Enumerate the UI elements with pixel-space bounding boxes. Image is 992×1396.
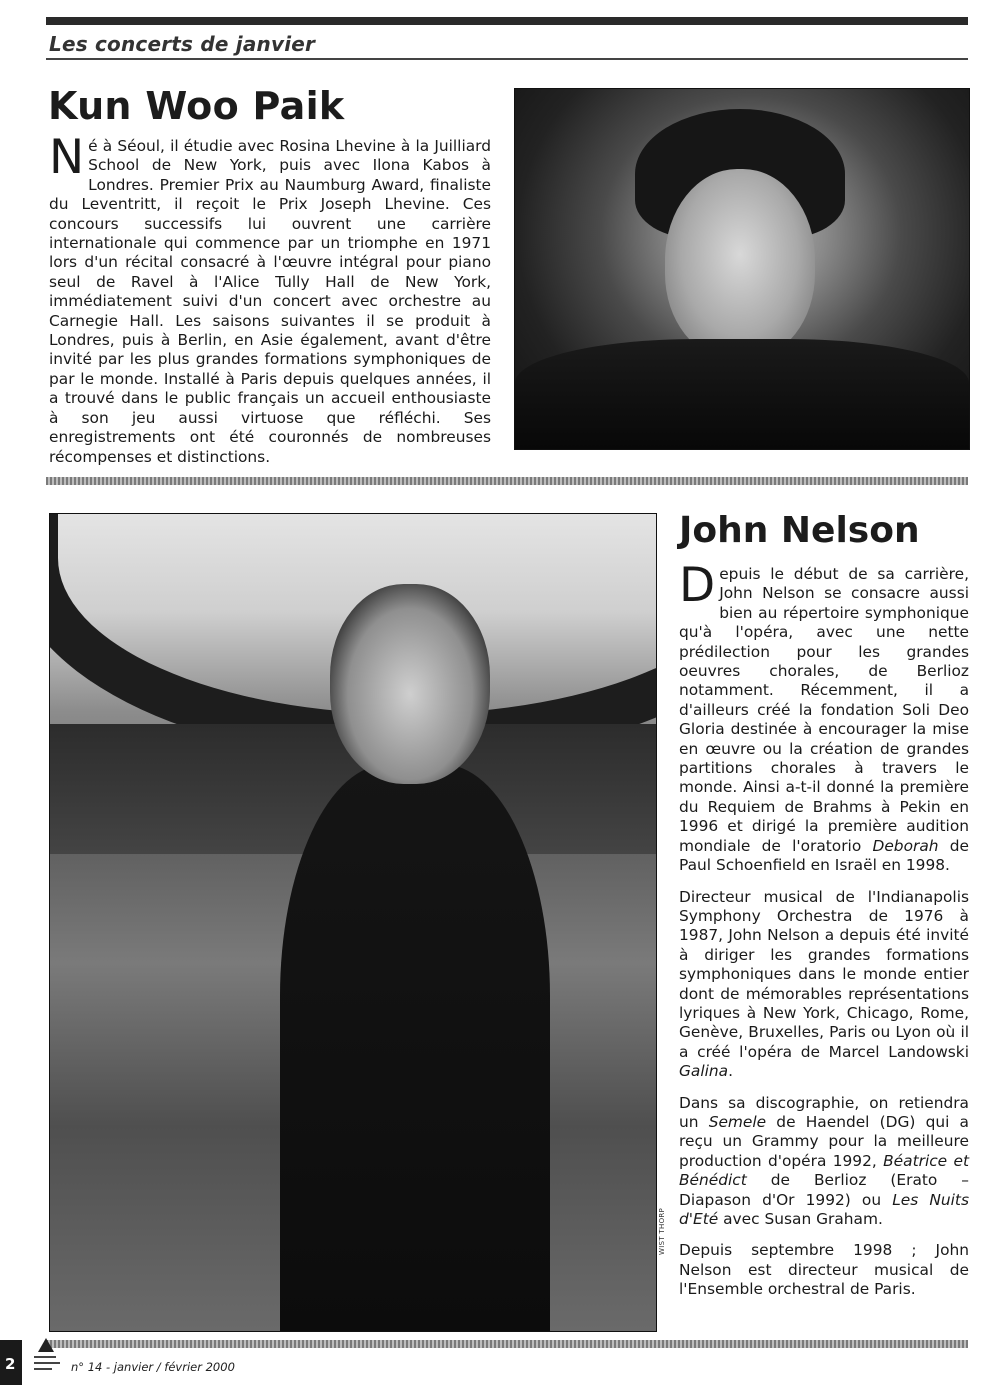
top-rule xyxy=(46,17,968,25)
issue-footer: n° 14 - janvier / février 2000 xyxy=(71,1360,235,1374)
nelson-photo xyxy=(49,513,657,1332)
bottom-divider xyxy=(46,1340,968,1348)
paik-photo-coat xyxy=(515,339,969,449)
paik-bio-text: é à Séoul, il étudie avec Rosina Lhevine à la Juilliard School de New York, puis avec Ilona Kabos à Londres. Premier Prix au Naumburg Award, finaliste du Leventritt, il reçoit le Prix Joseph Lhevine. Ces concours successifs lui ouvrent une carrière internationale qui commence par un triomphe en 1971 lors d'un récital consacré à l'œuvre intégral pour piano seul de Ravel à l'Alice Tully Hall de New York, immédiatement suivi d'un concert avec orchestre au Carnegie Hall. Les saisons suivantes il se produit à Londres, puis à Berlin, en Asie également, avant d'être invité par les plus grandes formations symphoniques de par le monde. Installé à Paris depuis quelques années, il a trouvé dans le public français un accueil enthousiaste à son jeu aussi virtuose que réfléchi. Ses enregistrements ont été couronnés de nombreuses récompenses et distinctions. xyxy=(49,137,491,466)
paik-bio xyxy=(49,130,491,467)
nelson-paragraph-4: Depuis septembre 1998 ; John Nelson est directeur musical de l'Ensemble orchestral de Paris. xyxy=(679,1241,969,1299)
nelson-bio xyxy=(679,558,969,1312)
nelson-photo-body xyxy=(280,764,550,1332)
section-rule xyxy=(46,58,968,60)
section-heading: Les concerts de janvier xyxy=(49,32,316,56)
middle-divider xyxy=(46,477,968,485)
photo-credit: WIST THORP xyxy=(658,1207,666,1255)
nelson-paragraph-3: Dans sa discographie, on retiendra un Semele de Haendel (DG) qui a reçu un Grammy pour la meilleure production d'opéra 1992, Béatrice et Bénédict de Berlioz (Erato – Diapason d'Or 1992) ou Les Nuits d'Eté avec Susan Graham. xyxy=(679,1093,969,1228)
nelson-title: John Nelson xyxy=(679,510,920,551)
logo-tree-icon xyxy=(38,1338,54,1352)
nelson-photo-person xyxy=(280,584,550,1332)
paik-photo xyxy=(514,88,970,450)
paik-photo-face xyxy=(665,169,815,359)
nelson-dropcap: D xyxy=(679,558,716,613)
paik-dropcap: N xyxy=(49,130,85,185)
page-number-tab xyxy=(0,1340,22,1385)
nelson-paragraph-1: Depuis le début de sa carrière, John Nelson se consacre aussi bien au répertoire symphonique qu'à l'opéra, avec une nette prédilection pour les grandes oeuvres chorales, de Berlioz notamment. Récemment, il a d'ailleurs créé la fondation Soli Deo Gloria destinée à encourager la mise en œuvre ou la création de grandes partitions chorales à travers le monde. Ainsi a-t-il donné la première du Requiem de Brahms à Pekin en 1996 et dirigé la première audition mondiale de l'oratorio Deborah de Paul Schoenfield en Israël en 1998. xyxy=(679,558,969,875)
page-number: 2 xyxy=(5,1355,16,1373)
nelson-paragraph-2: Directeur musical de l'Indianapolis Symphony Orchestra de 1976 à 1987, John Nelson a depuis été invité à diriger les grandes formations symphoniques dans le monde entier dont de mémorables représentations lyriques à New York, Chicago, Rome, Genève, Bruxelles, Paris ou Lyon où il a créé l'opéra de Marcel Landowski Galina. xyxy=(679,887,969,1081)
nelson-photo-head xyxy=(330,584,490,784)
paik-title: Kun Woo Paik xyxy=(48,84,345,128)
ensemble-logo xyxy=(30,1338,66,1378)
